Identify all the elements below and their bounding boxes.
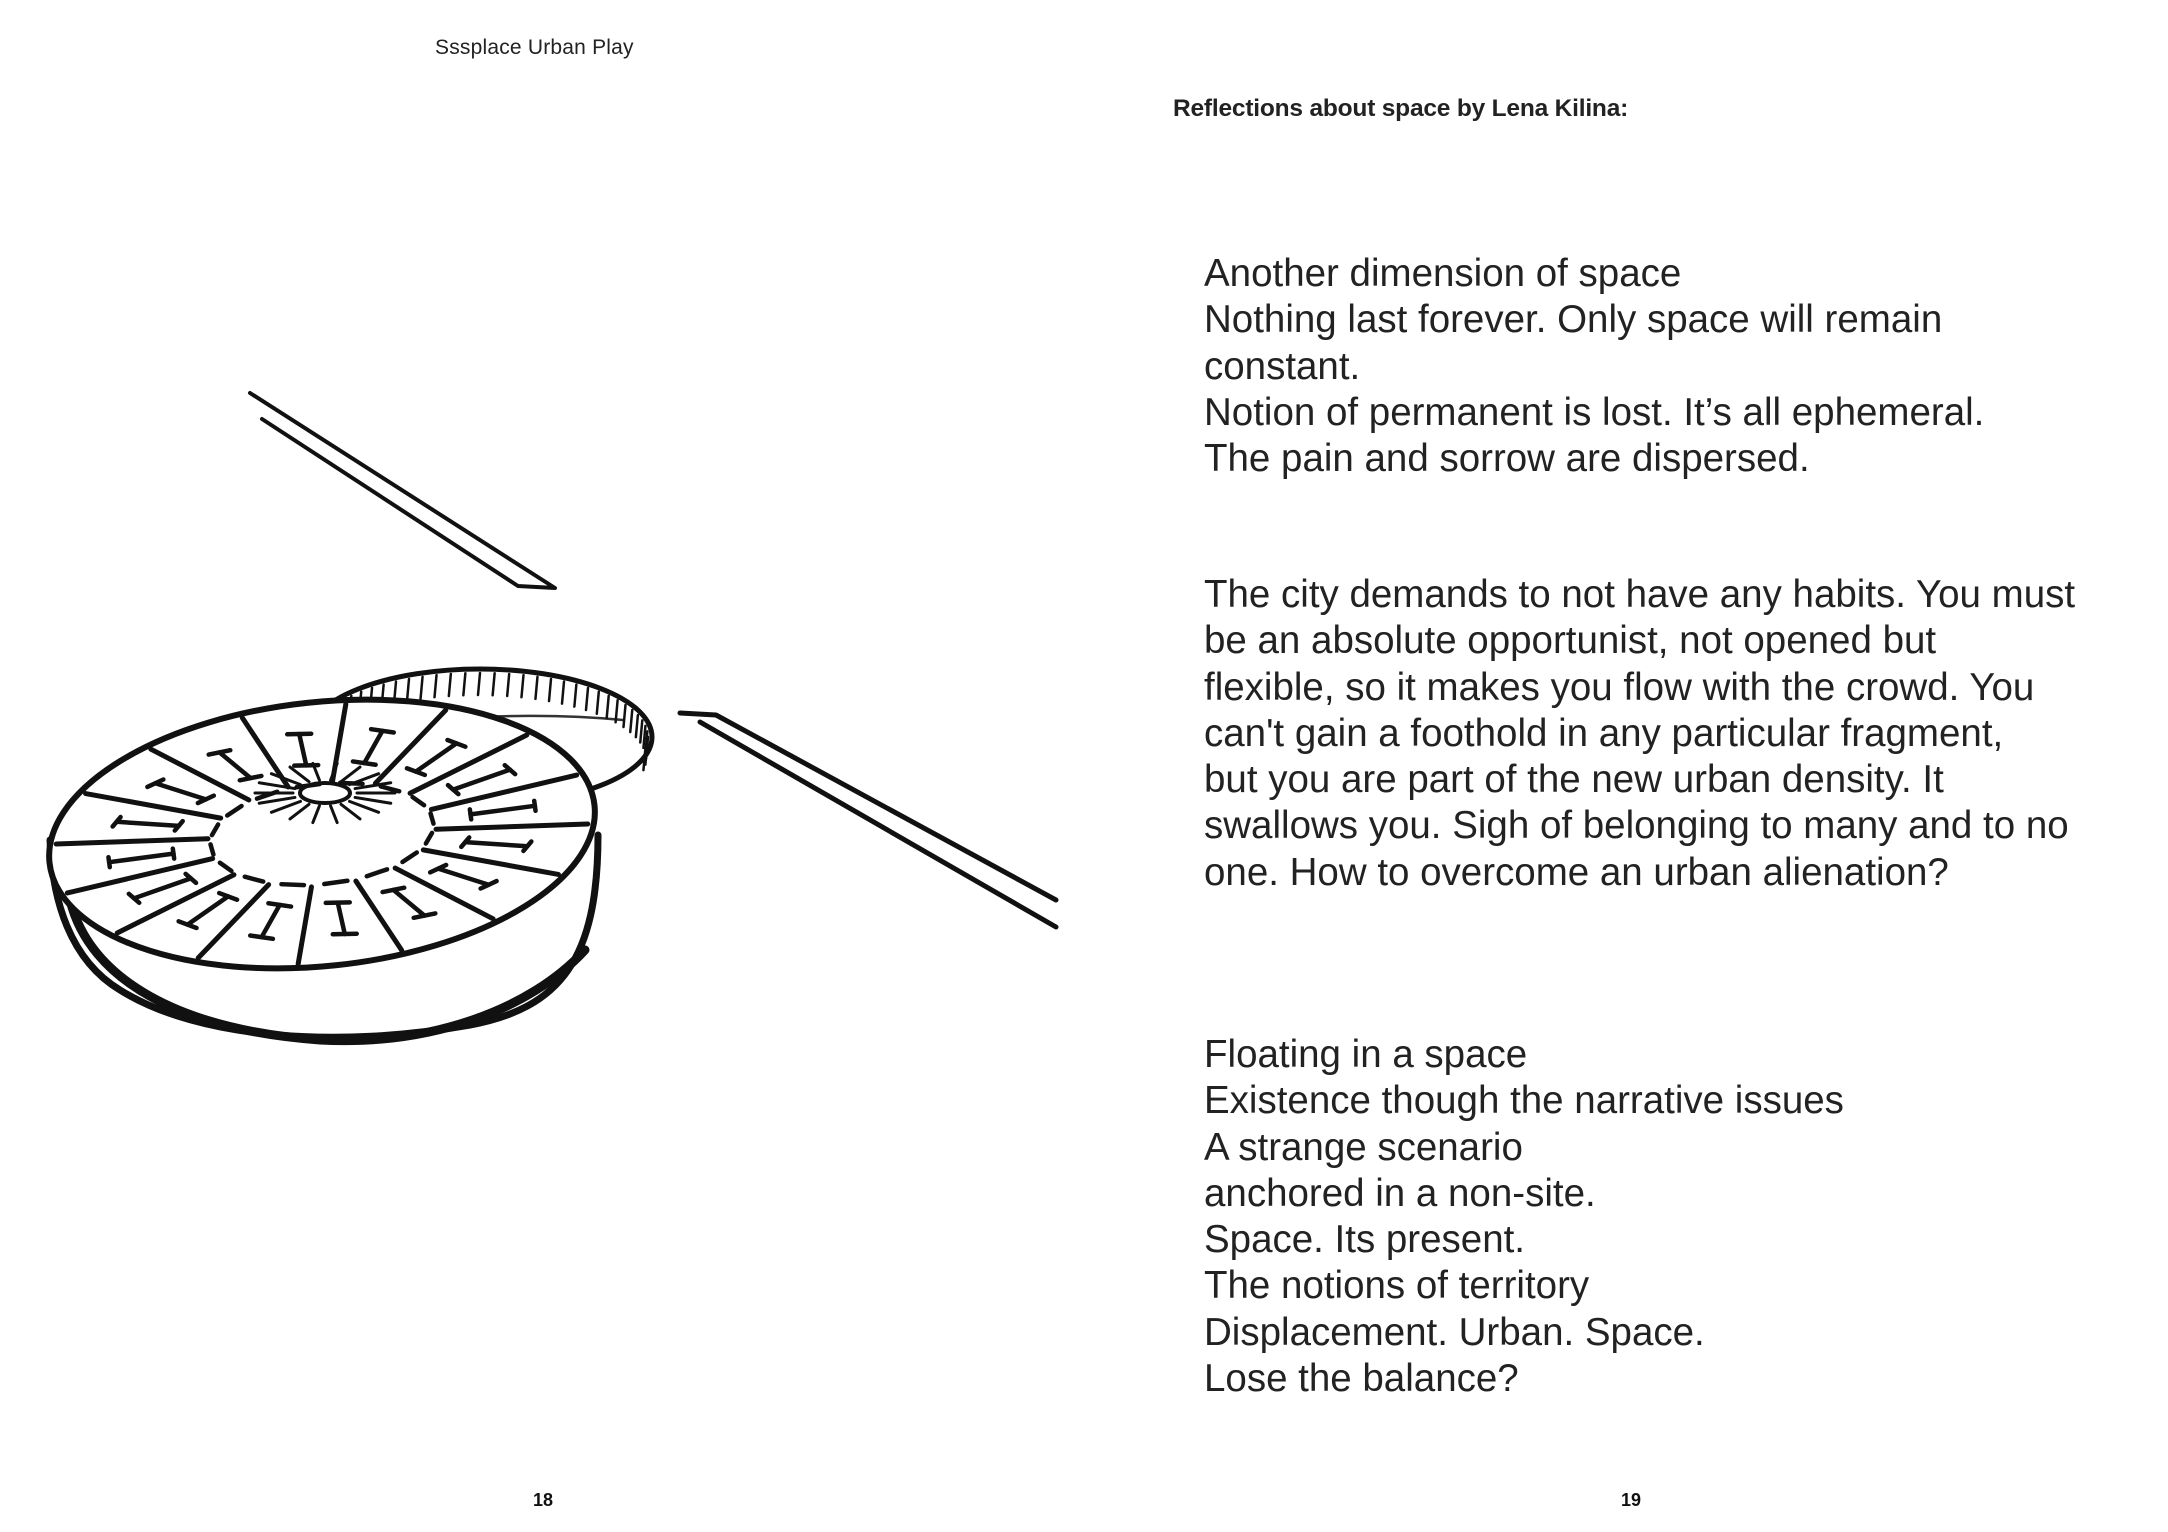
poem-block-1 [1204,251,1984,482]
poem-line: swallows you. Sigh of belonging to many and to no [1204,804,2069,848]
road-stroke-right [680,713,1056,927]
lid-top [36,674,609,994]
poem-line: be an absolute opportunist, not opened but [1204,619,1937,663]
hole-rim-tick [586,688,588,710]
running-head: Sssplace Urban Play [435,36,634,59]
lid-inner-ring [281,884,303,885]
hole-rim-tick [607,696,609,718]
poem-line: Nothing last forever. Only space will remain [1204,298,1943,342]
poem-line: Displacement. Urban. Space. [1204,1310,1705,1354]
hole-rim-tick [636,715,638,737]
hole-rim-tick [507,674,509,696]
poem-line: The pain and sorrow are dispersed. [1204,437,1810,481]
poem-line: Existence though the narrative issues [1204,1079,1844,1123]
poem-block-3 [1204,1032,1844,1402]
poem-line: Another dimension of space [1204,252,1682,295]
lid-mark [287,734,311,735]
hole-rim-tick [493,673,495,695]
page-number-left: 18 [533,1490,554,1510]
poem-line: Space. Its present. [1204,1218,1526,1262]
hole-rim-tick [623,705,625,727]
hole-rim-tick [478,673,480,695]
lid-mark [326,902,350,903]
poem-line: The city demands to not have any habits. You must [1204,573,2076,616]
hole-rim-tick [597,692,599,714]
poem-line: Floating in a space [1204,1033,1528,1076]
lid-mark [534,801,535,811]
poem-line: one. How to overcome an urban alienation? [1204,850,1949,894]
poem-line: anchored in a non-site. [1204,1171,1596,1215]
lid-mark [333,934,357,935]
road-stroke-top [250,393,555,588]
hole-rim-tick [643,748,645,770]
hole-rim-tick [574,685,576,707]
poem-line: A strange scenario [1204,1125,1523,1169]
poem-block-2 [1204,572,2075,896]
poem-line: constant. [1204,344,1361,388]
hole-rim-tick [535,677,537,699]
poem-line: The notions of territory [1204,1264,1590,1308]
lid-inner-ring [211,844,214,854]
hole-rim-tick [549,679,551,701]
hole-rim-tick [421,677,423,699]
hole-rim-tick [449,674,451,696]
hole-rim-tick [562,682,564,704]
poem-line: Notion of permanent is lost. It’s all ephemeral. [1204,390,1985,434]
poem-line: Lose the balance? [1204,1357,1519,1401]
hole-rim-tick [407,679,409,701]
hole-rim-tick [463,673,465,695]
section-heading: Reflections about space by Lena Kilina: [1173,95,1629,122]
lid-mark [470,809,471,819]
hole-rim-tick [435,675,437,697]
page-number-right: 19 [1621,1490,1642,1510]
manhole-cover-illustration [0,360,1080,1180]
lid-mark [173,849,174,859]
poem-line: can't gain a foothold in any particular fragment, [1204,711,2004,755]
hole-rim-tick [630,710,632,732]
hole-rim-tick [521,675,523,697]
poem-line: but you are part of the new urban density. It [1204,758,1944,802]
lid-inner-ring [431,813,434,823]
lid-mark [108,857,109,867]
poem-line: flexible, so it makes you flow with the crowd. You [1204,665,2035,709]
hole-rim-tick [640,720,642,742]
